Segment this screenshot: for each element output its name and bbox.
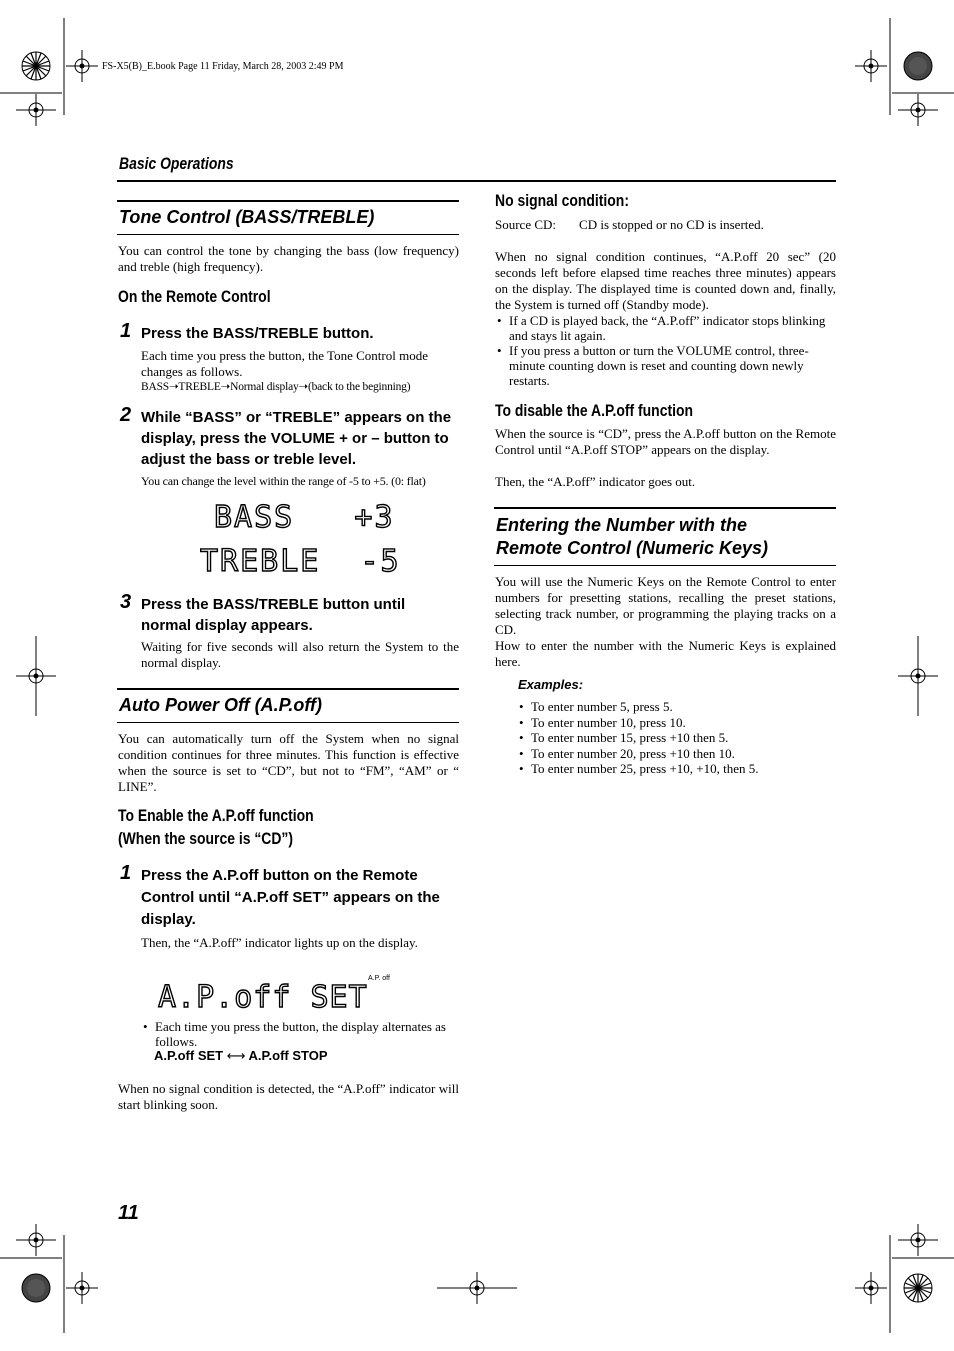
list-item: • To enter number 25, press +10, +10, then 5.: [517, 761, 837, 776]
nosignal-source: [495, 217, 764, 233]
seq-back: (back to the beginning): [307, 381, 411, 393]
arrow-right-icon: ➝: [168, 381, 179, 393]
list-item: • If a CD is played back, the “A.P.off” indicator stops blinking and stays lit again.: [495, 313, 836, 343]
apoff-bullet-list: [141, 1019, 459, 1049]
source-label: Source CD:: [495, 217, 557, 232]
tone-title-rule-bottom: [117, 234, 459, 235]
double-arrow-icon: ⟷: [226, 1048, 246, 1063]
apoff-intro: You can automatically turn off the System when no signal condition continues for three minutes. This function is effective when the source is set to “CD”, but not to “FM”, “AM” or “ LINE”.: [118, 731, 459, 794]
apoff-title-rule-top: [117, 688, 459, 690]
disable-para-1: When the source is “CD”, press the A.P.off button on the Remote Control until “A.P.off STOP” appears on the display.: [495, 426, 836, 457]
alternate-set: A.P.off SET: [154, 1048, 224, 1063]
apoff-alternation: [154, 1048, 328, 1064]
target-marks: [16, 50, 938, 1304]
list-item: • To enter number 10, press 10.: [517, 715, 837, 730]
numeric-title-line-2: Remote Control (Numeric Keys): [496, 538, 769, 558]
disable-heading: To disable the A.P.off function: [495, 401, 694, 420]
tone-subheading: On the Remote Control: [118, 287, 271, 306]
running-header: Basic Operations: [119, 154, 234, 173]
arrow-right-icon: ➝: [220, 381, 231, 393]
numeric-para-1: You will use the Numeric Keys on the Remote Control to enter numbers for presetting stations, recalling the preset stations, selecting track number, or programming the playing tracks on a CD.: [495, 574, 836, 637]
list-item: • If you press a button or turn the VOLUME control, three-minute counting down is reset and counting down newly restarts.: [495, 343, 836, 388]
tone-sequence: [141, 380, 410, 394]
apoff-indicator-label: A.P. off: [368, 975, 390, 982]
numeric-title-rule-bottom: [494, 565, 836, 566]
tone-step-1-text: Press the BASS/TREBLE button.: [141, 325, 374, 342]
numeric-para-2: How to enter the number with the Numeric Keys is explained here.: [495, 638, 836, 669]
list-item: • To enter number 5, press 5.: [517, 699, 837, 714]
tone-title-rule-top: [117, 200, 459, 202]
source-value: CD is stopped or no CD is inserted.: [579, 217, 764, 232]
header-rule: [117, 180, 836, 182]
tone-step-3-number: 3: [120, 591, 132, 613]
list-item: • To enter number 15, press +10 then 5.: [517, 730, 837, 745]
seq-normal: Normal display: [230, 381, 299, 393]
numeric-title-rule-top: [494, 507, 836, 509]
tone-step-1-number: 1: [120, 320, 132, 342]
arrow-right-icon: ➝: [298, 381, 308, 393]
display-bass: BASS +3: [214, 500, 395, 535]
registration-discs: [22, 52, 932, 1302]
alternate-stop: A.P.off STOP: [248, 1048, 328, 1063]
display-treble: TREBLE -5: [200, 544, 401, 579]
nosignal-heading: No signal condition:: [495, 191, 629, 210]
apoff-step-1-text: Press the A.P.off button on the Remote Control until “A.P.off SET” appears on the display.: [141, 867, 440, 928]
examples-label: Examples:: [518, 677, 584, 692]
seq-treble: TREBLE: [178, 381, 221, 393]
apoff-title-rule-bottom: [117, 722, 459, 723]
apoff-step-1-number: 1: [120, 862, 132, 884]
tone-step-1-desc: Each time you press the button, the Tone Control mode changes as follows.: [141, 348, 428, 379]
nosignal-para: When no signal condition continues, “A.P.off 20 sec” (20 seconds left before elapsed time reaches three minutes) appears on the display. The displayed time is counted down and, finally, the System is turned off (Standby mode).: [495, 249, 836, 312]
apoff-subheading-1: To Enable the A.P.off function: [118, 806, 314, 825]
tone-step-2-text: While “BASS” or “TREBLE” appears on the display, press the VOLUME + or – button to adjust the bass or treble level.: [141, 409, 452, 468]
nosignal-bullets: [495, 313, 836, 388]
tone-section-title: Tone Control (BASS/TREBLE): [119, 207, 375, 227]
tone-step-2-number: 2: [120, 404, 132, 426]
tone-intro: You can control the tone by changing the bass (low frequency) and treble (high frequency).: [118, 243, 459, 274]
examples-list: [517, 699, 837, 776]
apoff-section-title: Auto Power Off (A.P.off): [119, 695, 323, 715]
tone-step-2-desc: You can change the level within the range of -5 to +5. (0: flat): [141, 474, 426, 488]
list-item: • To enter number 20, press +10 then 10.: [517, 746, 837, 761]
apoff-step-1-desc: Then, the “A.P.off” indicator lights up on the display.: [141, 935, 418, 950]
disable-para-2: Then, the “A.P.off” indicator goes out.: [495, 474, 696, 489]
display-apoff-set: A.P.off SET: [158, 980, 368, 1015]
seq-bass: BASS: [141, 381, 169, 393]
print-header: FS-X5(B)_E.book Page 11 Friday, March 28, 2003 2:49 PM: [102, 61, 344, 72]
numeric-title-line-1: Entering the Number with the: [496, 515, 748, 535]
page-number: 11: [118, 1202, 139, 1224]
tone-step-3-text: Press the BASS/TREBLE button until normal display appears.: [141, 596, 406, 634]
tone-step-3-desc: Waiting for five seconds will also return the System to the normal display.: [141, 639, 459, 670]
list-item: • Each time you press the button, the display alternates as follows.: [141, 1019, 459, 1049]
apoff-note: When no signal condition is detected, the “A.P.off” indicator will start blinking soon.: [118, 1081, 459, 1112]
apoff-subheading-2: (When the source is “CD”): [118, 829, 294, 848]
